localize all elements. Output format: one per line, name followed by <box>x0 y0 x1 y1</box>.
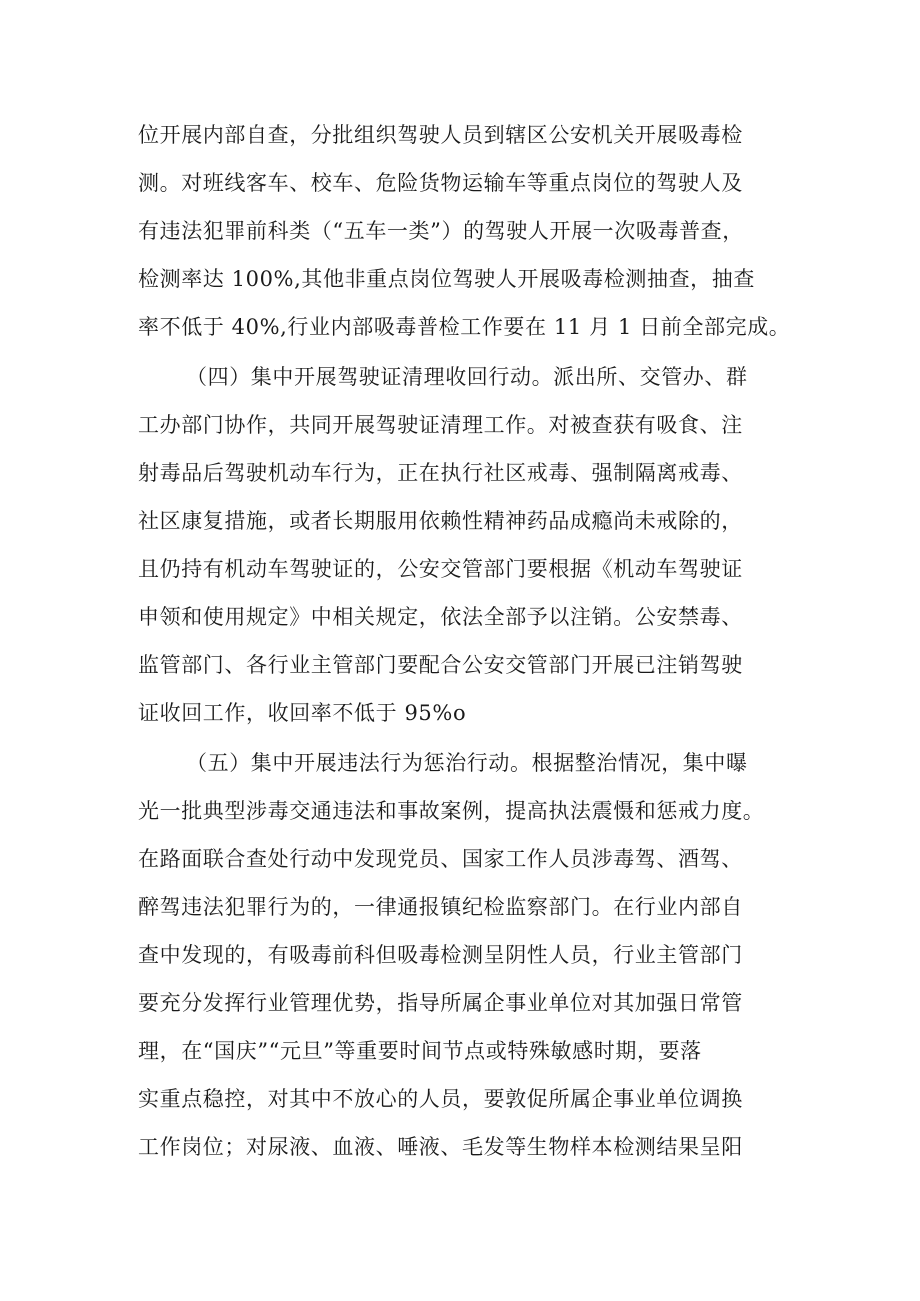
text-line: 光一批典型涉毒交通违法和事故案例，提高执法震慑和惩戒力度。 <box>138 799 765 823</box>
text-line: 在路面联合查处行动中发现党员、国家工作人员涉毒驾、酒驾、 <box>138 847 743 871</box>
text-line: 查中发现的，有吸毒前科但吸毒检测呈阴性人员，行业主管部门 <box>138 943 743 967</box>
text-line: 位开展内部自查，分批组织驾驶人员到辖区公安机关开展吸毒检 <box>138 123 743 147</box>
text-line: 社区康复措施，或者长期服用依赖性精神药品成瘾尚未戒除的， <box>138 509 743 533</box>
text-line: 工作岗位；对尿液、血液、唾液、毛发等生物样本检测结果呈阳 <box>138 1135 743 1159</box>
text-line: 有违法犯罪前科类（“五车一类”）的驾驶人开展一次吸毒普查， <box>138 219 744 243</box>
text-line: 实重点稳控，对其中不放心的人员，要敦促所属企事业单位调换 <box>138 1087 743 1111</box>
text-line: 醉驾违法犯罪行为的，一律通报镇纪检监察部门。在行业内部自 <box>138 895 743 919</box>
text-line: 测。对班线客车、校车、危险货物运输车等重点岗位的驾驶人及 <box>138 171 743 195</box>
text-line: 检测率达 100%,其他非重点岗位驾驶人开展吸毒检测抽查，抽查 <box>138 267 755 291</box>
text-line: 要充分发挥行业管理优势，指导所属企事业单位对其加强日常管 <box>138 991 743 1015</box>
text-line: 证收回工作，收回率不低于 95%o <box>138 701 467 725</box>
section-heading-line: （五）集中开展违法行为惩治行动。根据整治情况，集中曝 <box>186 751 748 775</box>
text-line: 理，在“国庆”“元旦”等重要时间节点或特殊敏感时期，要落 <box>138 1039 702 1063</box>
section-heading-line: （四）集中开展驾驶证清理收回行动。派出所、交管办、群 <box>186 365 748 389</box>
text-line: 且仍持有机动车驾驶证的，公安交管部门要根据《机动车驾驶证 <box>138 557 743 581</box>
text-line: 射毒品后驾驶机动车行为，正在执行社区戒毒、强制隔离戒毒、 <box>138 461 743 485</box>
text-line: 工办部门协作，共同开展驾驶证清理工作。对被查获有吸食、注 <box>138 413 743 437</box>
text-line: 申领和使用规定》中相关规定，依法全部予以注销。公安禁毒、 <box>138 605 743 629</box>
text-line: 率不低于 40%,行业内部吸毒普检工作要在 11 月 1 日前全部完成。 <box>138 315 791 339</box>
text-line: 监管部门、各行业主管部门要配合公安交管部门开展已注销驾驶 <box>138 653 743 677</box>
